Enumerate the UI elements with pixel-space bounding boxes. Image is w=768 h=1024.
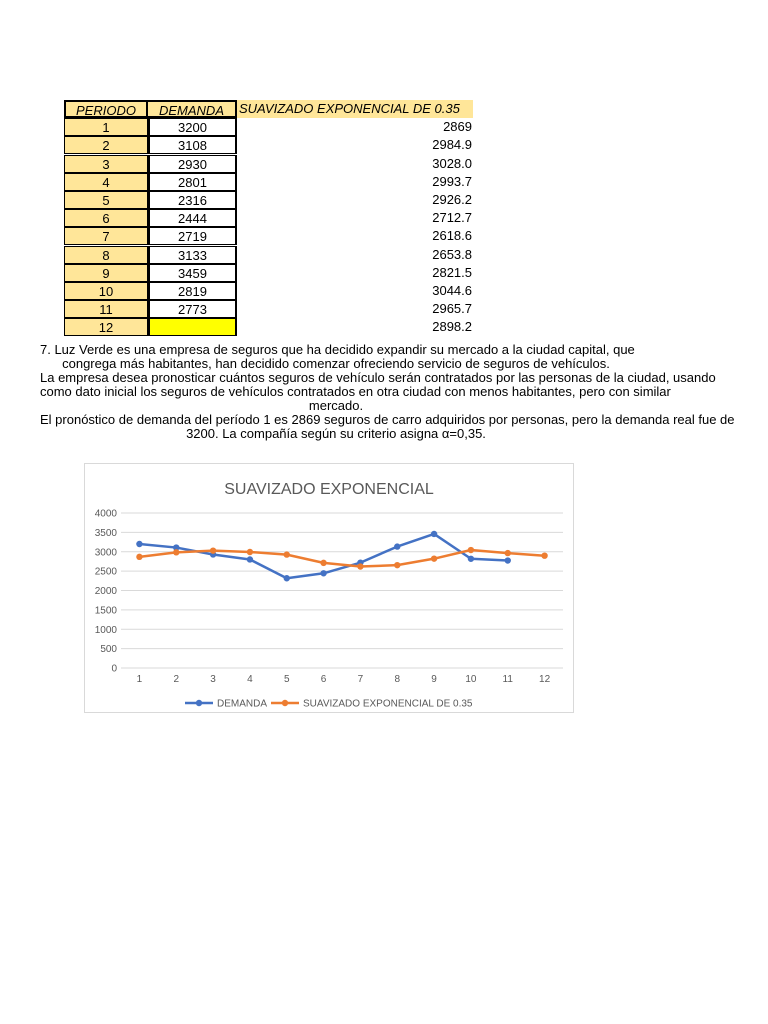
statement-line: El pronóstico de demanda del período 1 es 2869 seguros de carro adquiridos por personas, pero la demanda real fue de bbox=[40, 412, 735, 427]
cell-periodo[interactable]: 7 bbox=[64, 227, 148, 245]
data-point-2 bbox=[173, 549, 179, 555]
y-tick-label: 3000 bbox=[94, 547, 117, 559]
cell-periodo[interactable]: 2 bbox=[64, 136, 148, 154]
data-point-2 bbox=[431, 555, 437, 561]
data-point-2 bbox=[541, 552, 547, 558]
cell-suavizado[interactable]: 2984.9 bbox=[432, 137, 472, 153]
legend-marker bbox=[282, 700, 288, 706]
legend-label: DEMANDA bbox=[217, 698, 268, 710]
data-point-2 bbox=[468, 547, 474, 553]
cell-suavizado[interactable]: 2993.7 bbox=[432, 173, 472, 189]
cell-suavizado[interactable]: 2965.7 bbox=[432, 301, 472, 317]
statement-line: 3200. La compañía según su criterio asigna α=0,35. bbox=[186, 426, 486, 441]
y-tick-label: 500 bbox=[100, 644, 117, 656]
cell-demanda[interactable]: 2316 bbox=[148, 191, 237, 209]
data-point-1 bbox=[247, 556, 253, 562]
x-tick-label: 11 bbox=[502, 674, 513, 685]
x-tick-label: 4 bbox=[247, 674, 253, 685]
x-tick-label: 10 bbox=[465, 674, 477, 685]
cell-demanda[interactable]: 2819 bbox=[148, 282, 237, 300]
cell-suavizado[interactable]: 3028.0 bbox=[432, 155, 472, 171]
cell-periodo[interactable]: 6 bbox=[64, 209, 148, 227]
y-tick-label: 2000 bbox=[94, 586, 117, 597]
x-tick-label: 8 bbox=[394, 674, 401, 685]
problem-statement bbox=[40, 342, 735, 444]
data-point-2 bbox=[136, 554, 142, 560]
x-tick-label: 5 bbox=[283, 674, 290, 685]
chart-canvas bbox=[85, 464, 573, 712]
x-tick-label: 7 bbox=[357, 674, 364, 685]
x-tick-label: 2 bbox=[173, 674, 180, 685]
data-point-2 bbox=[320, 560, 326, 566]
cell-suavizado[interactable]: 2821.5 bbox=[432, 264, 472, 280]
header-demanda[interactable]: DEMANDA bbox=[148, 100, 237, 118]
line-chart[interactable] bbox=[84, 463, 574, 713]
data-point-1 bbox=[320, 570, 326, 576]
statement-line: mercado. bbox=[308, 398, 364, 413]
cell-demanda[interactable]: 2801 bbox=[148, 173, 237, 191]
cell-suavizado[interactable]: 2898.2 bbox=[432, 319, 472, 335]
cell-periodo[interactable]: 10 bbox=[64, 282, 148, 300]
cell-suavizado[interactable]: 2869 bbox=[443, 119, 472, 135]
x-tick-label: 3 bbox=[210, 674, 216, 685]
cell-suavizado[interactable]: 2712.7 bbox=[432, 210, 472, 226]
cell-suavizado[interactable]: 3044.6 bbox=[432, 283, 472, 298]
cell-demanda[interactable] bbox=[148, 318, 237, 336]
legend-marker bbox=[196, 700, 202, 706]
y-tick-label: 0 bbox=[111, 663, 117, 675]
data-point-1 bbox=[284, 575, 290, 581]
cell-periodo[interactable]: 9 bbox=[64, 264, 148, 282]
data-point-1 bbox=[468, 556, 474, 562]
data-point-2 bbox=[247, 549, 253, 555]
data-point-1 bbox=[431, 531, 437, 537]
data-point-1 bbox=[136, 541, 142, 547]
cell-periodo[interactable]: 3 bbox=[64, 155, 148, 173]
cell-demanda[interactable]: 3133 bbox=[148, 246, 237, 264]
x-tick-label: 1 bbox=[136, 674, 143, 685]
cell-periodo[interactable]: 5 bbox=[64, 191, 148, 209]
y-tick-label: 3500 bbox=[94, 527, 117, 539]
data-point-2 bbox=[505, 550, 511, 556]
data-point-1 bbox=[394, 543, 400, 549]
cell-demanda[interactable]: 3459 bbox=[148, 264, 237, 282]
cell-suavizado[interactable]: 2618.6 bbox=[432, 228, 472, 244]
cell-demanda[interactable]: 3108 bbox=[148, 136, 237, 154]
cell-periodo[interactable]: 8 bbox=[64, 246, 148, 264]
statement-line: 7. Luz Verde es una empresa de seguros que ha decidido expandir su mercado a la ciudad capital, que bbox=[40, 342, 635, 357]
statement-line: como dato inicial los seguros de vehículos contratados en otra ciudad con menos habitantes, pero con similar bbox=[40, 384, 671, 399]
x-tick-label: 9 bbox=[431, 674, 437, 685]
data-point-1 bbox=[505, 557, 511, 563]
y-tick-label: 2500 bbox=[94, 566, 117, 578]
statement-line: congrega más habitantes, han decidido comenzar ofreciendo servicio de seguros de vehículos. bbox=[62, 356, 610, 371]
y-tick-label: 1500 bbox=[94, 605, 117, 617]
cell-demanda[interactable]: 2444 bbox=[148, 209, 237, 227]
cell-periodo[interactable]: 12 bbox=[64, 318, 148, 336]
cell-periodo[interactable]: 11 bbox=[64, 300, 148, 318]
data-point-2 bbox=[284, 551, 290, 557]
cell-demanda[interactable]: 3200 bbox=[148, 118, 237, 136]
cell-demanda[interactable]: 2719 bbox=[148, 227, 237, 245]
cell-demanda[interactable]: 2773 bbox=[148, 300, 237, 318]
cell-periodo[interactable]: 4 bbox=[64, 173, 148, 191]
data-point-2 bbox=[394, 562, 400, 568]
y-tick-label: 4000 bbox=[94, 508, 117, 520]
cell-suavizado[interactable]: 2926.2 bbox=[432, 192, 472, 207]
x-tick-label: 12 bbox=[539, 674, 551, 685]
x-tick-label: 6 bbox=[320, 674, 327, 685]
cell-periodo[interactable]: 1 bbox=[64, 118, 148, 136]
data-point-2 bbox=[357, 563, 363, 569]
statement-line: La empresa desea pronosticar cuántos seguros de vehículo serán contratados por las personas de la ciudad, usando bbox=[40, 370, 716, 385]
cell-demanda[interactable]: 2930 bbox=[148, 155, 237, 173]
header-periodo[interactable]: PERIODO bbox=[64, 100, 148, 118]
data-point-2 bbox=[210, 547, 216, 553]
header-suavizado[interactable]: SUAVIZADO EXPONENCIAL DE 0.35 bbox=[237, 100, 473, 118]
chart-title: SUAVIZADO EXPONENCIAL bbox=[224, 481, 434, 498]
legend-label: SUAVIZADO EXPONENCIAL DE 0.35 bbox=[303, 698, 473, 710]
y-tick-label: 1000 bbox=[94, 624, 117, 636]
cell-suavizado[interactable]: 2653.8 bbox=[432, 246, 472, 262]
